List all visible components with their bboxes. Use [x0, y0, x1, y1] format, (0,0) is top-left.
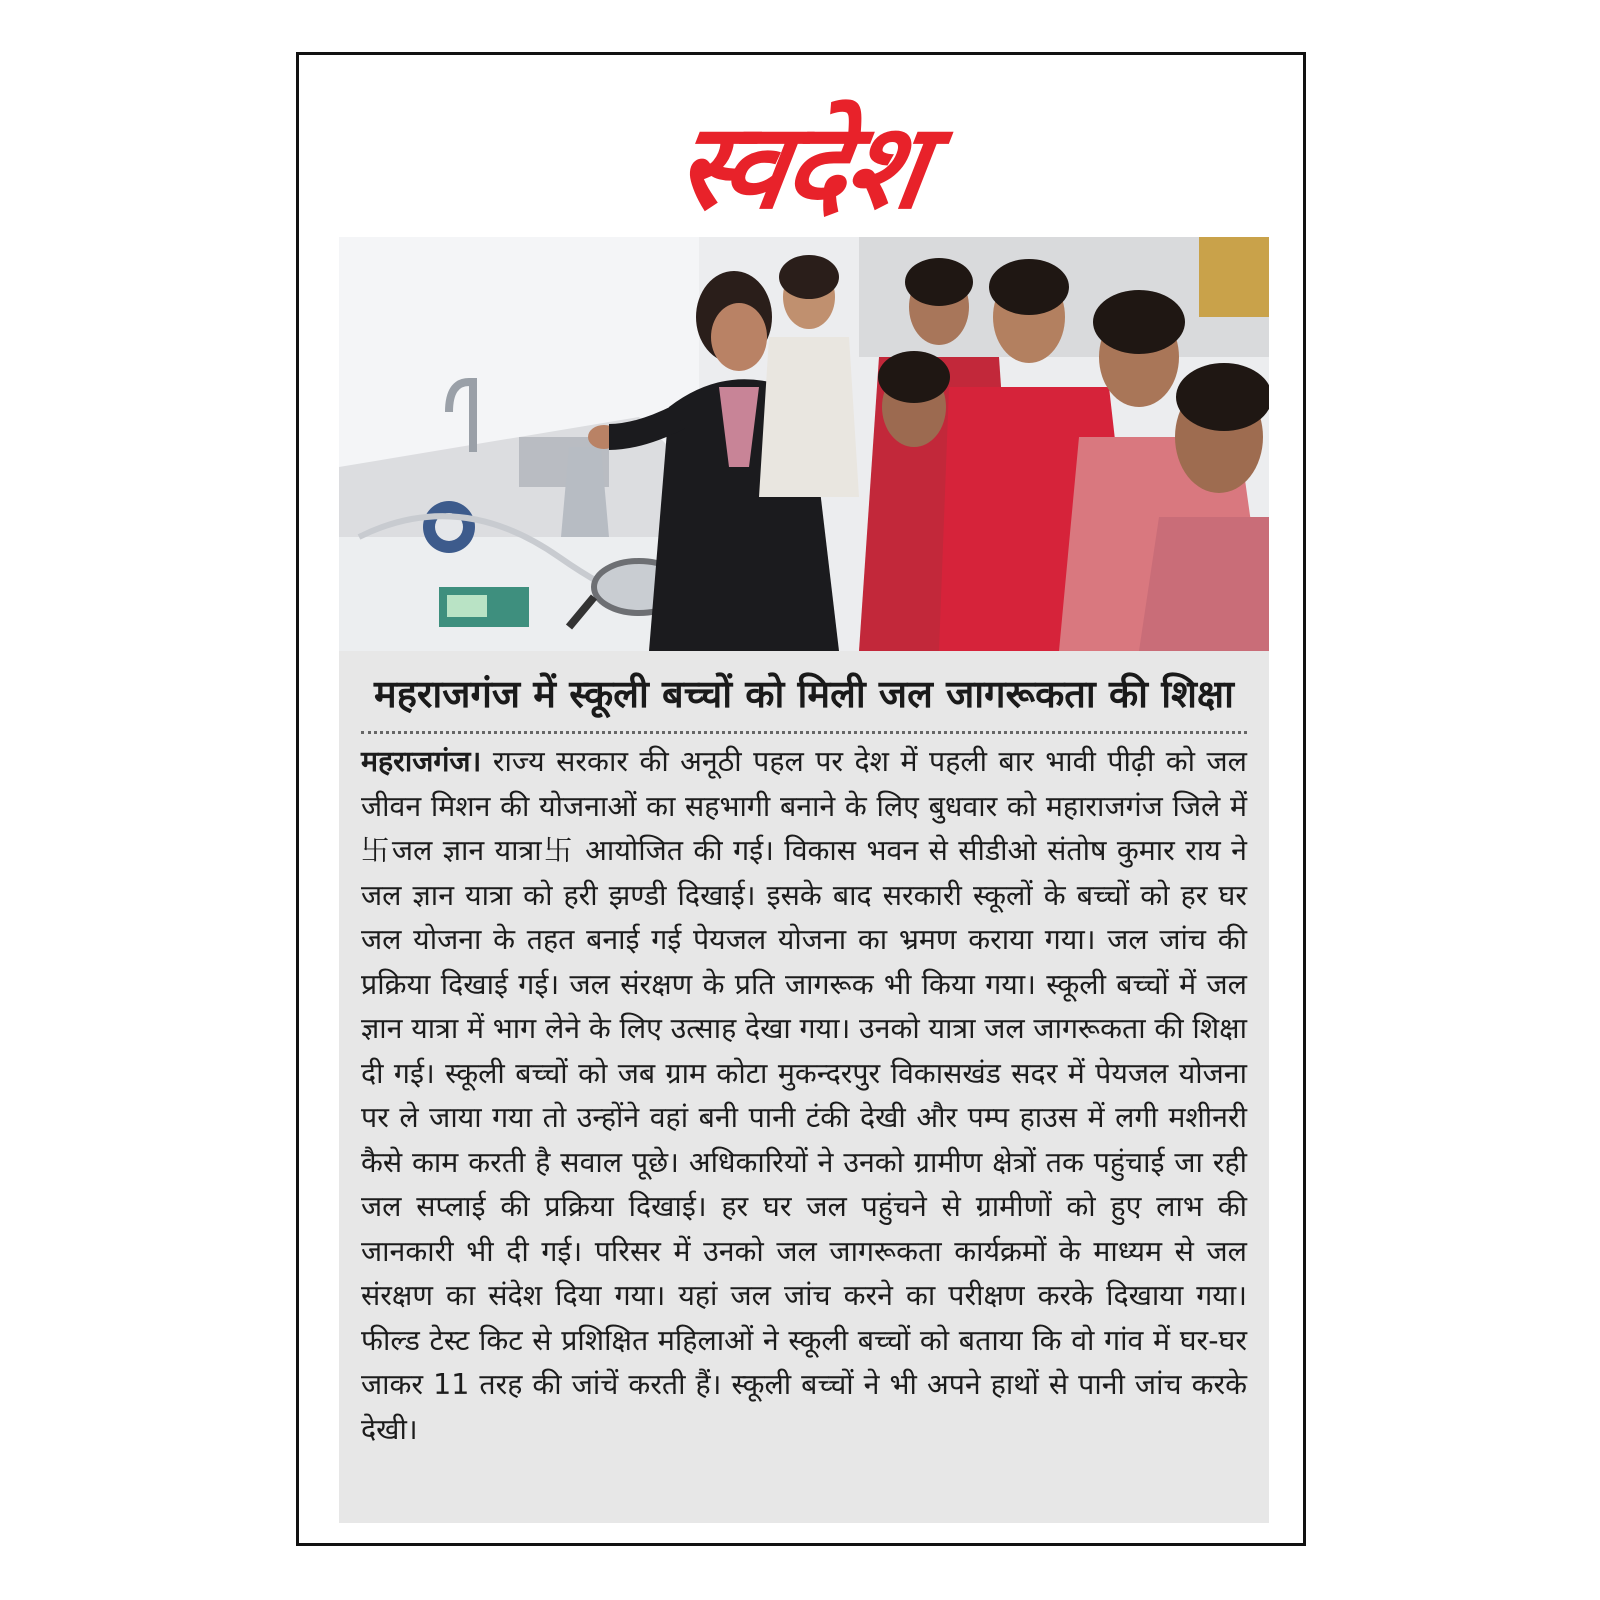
article: [339, 651, 1269, 1523]
headline-divider: [361, 731, 1247, 734]
article-headline: महराजगंज में स्कूली बच्चों को मिली जल जागरूकता की शिक्षा: [373, 672, 1235, 716]
article-body: [361, 740, 1247, 1452]
newspaper-logo: स्वदेश: [668, 97, 934, 235]
article-text: राज्य सरकार की अनूठी पहल पर देश में पहली बार भावी पीढ़ी को जल जीवन मिशन की योजनाओं का सहभागी बनाने के लिए बुधवार को महाराजगंज जिले में 卐जल ज्ञान यात्रा卐 आयोजित की गई। विकास भवन से सीडीओ संतोष कुमार राय ने जल ज्ञान यात्रा को हरी झण्डी दिखाई। इसके बाद सरकारी स्कूलों के बच्चों को हर घर जल योजना के तहत बनाई गई पेयजल योजना का भ्रमण कराया गया। जल जांच की प्रक्रिया दिखाई गई। जल संरक्षण के प्रति जागरूक भी किया गया। स्कूली बच्चों में जल ज्ञान यात्रा में भाग लेने के लिए उत्साह देखा गया। उनको यात्रा जल जागरूकता की शिक्षा दी गई। स्कूली बच्चों को जब ग्राम कोटा मुकन्दरपुर विकासखंड सदर में पेयजल योजना पर ले जाया गया तो उन्होंने वहां बनी पानी टंकी देखी और पम्प हाउस में लगी मशीनरी कैसे काम करती है सवाल पूछे। अधिकारियों ने उनको ग्रामीण क्षेत्रों तक पहुंचाई जा रही जल सप्लाई की प्रक्रिया दिखाई। हर घर जल पहुंचने से ग्रामीणों को हुए लाभ की जानकारी भी दी गई। परिसर में उनको जल जागरूकता कार्यक्रमों के माध्यम से जल संरक्षण का संदेश दिया गया। यहां जल जांच करने का परीक्षण करके दिखाया गया। फील्ड टेस्ट किट से प्रशिक्षित महिलाओं ने स्कूली बच्चों को बताया कि वो गांव में घर-घर जाकर 11 तरह की जांचें करती हैं। स्कूली बच्चों ने भी अपने हाथों से पानी जांच करके देखी।: [361, 745, 1247, 1446]
article-photo: [339, 237, 1269, 651]
lab-scene-image: [339, 237, 1269, 651]
masthead: [299, 91, 1303, 241]
newspaper-clipping: [296, 52, 1306, 1546]
article-dateline: महराजगंज।: [361, 745, 482, 778]
